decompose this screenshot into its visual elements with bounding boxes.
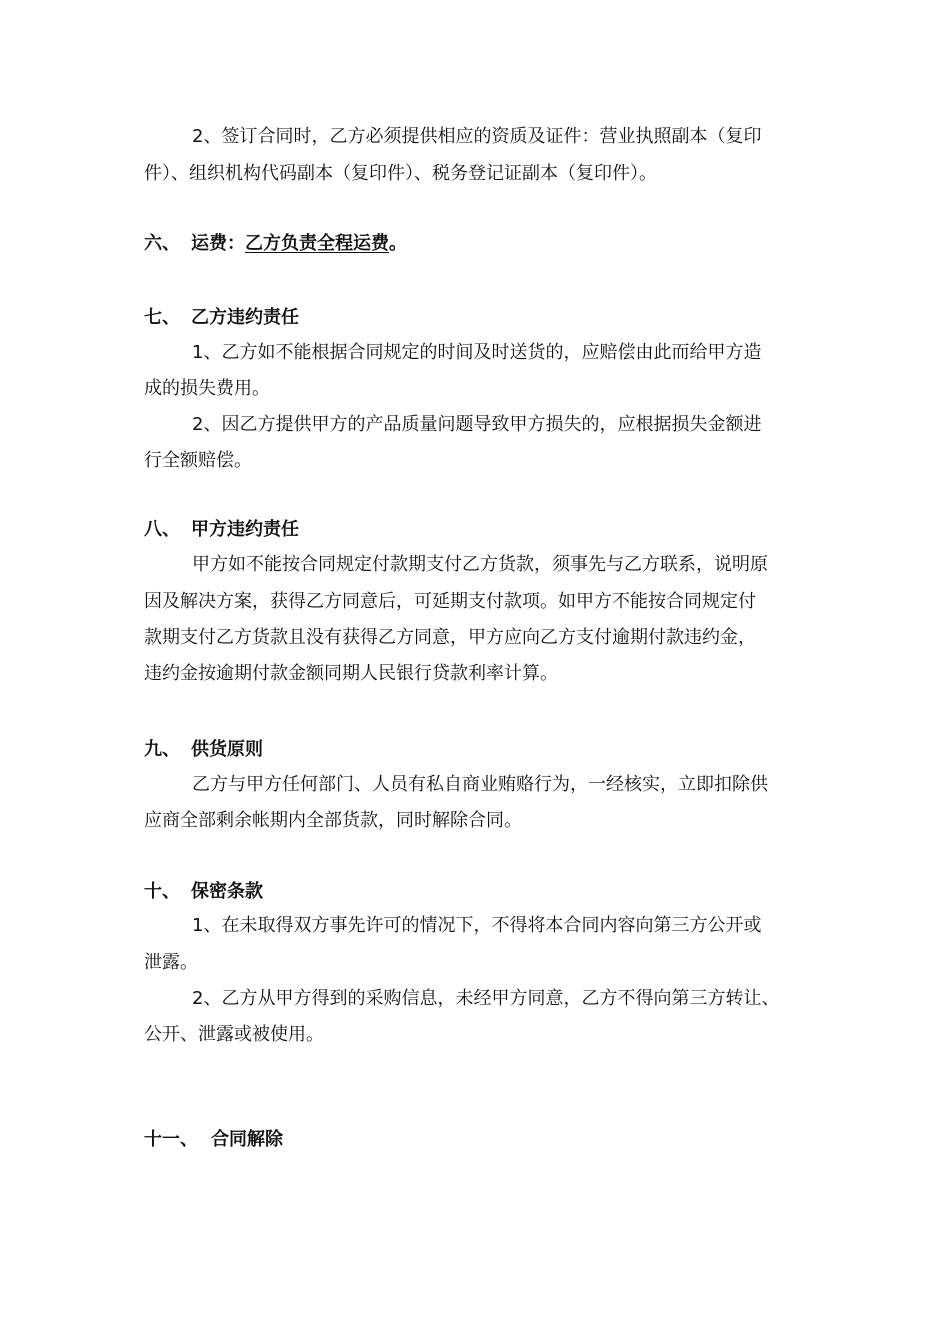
section-title: 甲方违约责任 bbox=[191, 519, 299, 540]
section7-heading bbox=[144, 306, 814, 330]
section10-item2-line1: 2、乙方从甲方得到的采购信息，未经甲方同意，乙方不得向第三方转让、 bbox=[192, 988, 780, 1009]
section11-heading bbox=[144, 1128, 814, 1152]
section-number: 十、 bbox=[144, 881, 180, 902]
section8-heading bbox=[144, 518, 814, 542]
section9-line1: 乙方与甲方任何部门、人员有私自商业贿赂行为，一经核实，立即扣除供 bbox=[192, 774, 768, 795]
section-title: 合同解除 bbox=[211, 1129, 283, 1150]
section7-item1-line2: 成的损失费用。 bbox=[144, 378, 270, 399]
section10-item1-line2: 泄露。 bbox=[144, 952, 198, 973]
section6-end: 。 bbox=[389, 233, 407, 254]
section8-line2: 因及解决方案，获得乙方同意后，可延期支付款项。如甲方不能按合同规定付 bbox=[144, 591, 756, 612]
section6-heading bbox=[144, 232, 814, 256]
section9-heading bbox=[144, 738, 814, 762]
section-title: 乙方违约责任 bbox=[191, 307, 299, 328]
section9-line2: 应商全部剩余帐期内全部货款，同时解除合同。 bbox=[144, 810, 522, 831]
section7-item1-line1: 1、乙方如不能根据合同规定的时间及时送货的，应赔偿由此而给甲方造 bbox=[192, 342, 762, 363]
section8-line3: 款期支付乙方货款且没有获得乙方同意，甲方应向乙方支付逾期付款违约金， bbox=[144, 627, 756, 648]
section10-item2-line2: 公开、泄露或被使用。 bbox=[144, 1024, 324, 1045]
clause5-item2-line2: 件）、组织机构代码副本（复印件）、税务登记证副本（复印件）。 bbox=[144, 163, 657, 184]
section6-underlined-text: 乙方负责全程运费 bbox=[245, 233, 389, 254]
section-number: 八、 bbox=[144, 519, 180, 540]
section-title: 供货原则 bbox=[191, 739, 263, 760]
section-number: 十一、 bbox=[144, 1129, 198, 1150]
section10-heading bbox=[144, 880, 814, 904]
section-number: 九、 bbox=[144, 739, 180, 760]
section8-line4: 违约金按逾期付款金额同期人民银行贷款利率计算。 bbox=[144, 663, 558, 684]
section7-item2-line2: 行全额赔偿。 bbox=[144, 450, 252, 471]
section-number: 六、 bbox=[144, 233, 180, 254]
clause5-item2-line1: 2、签订合同时，乙方必须提供相应的资质及证件：营业执照副本（复印 bbox=[192, 126, 762, 147]
section6-label: 运费： bbox=[191, 233, 245, 254]
section10-item1-line1: 1、在未取得双方事先许可的情况下，不得将本合同内容向第三方公开或 bbox=[192, 915, 762, 936]
section-number: 七、 bbox=[144, 307, 180, 328]
section-title: 保密条款 bbox=[191, 881, 263, 902]
section7-item2-line1: 2、因乙方提供甲方的产品质量问题导致甲方损失的，应根据损失金额进 bbox=[192, 414, 762, 435]
section8-line1: 甲方如不能按合同规定付款期支付乙方货款，须事先与乙方联系，说明原 bbox=[192, 554, 768, 575]
